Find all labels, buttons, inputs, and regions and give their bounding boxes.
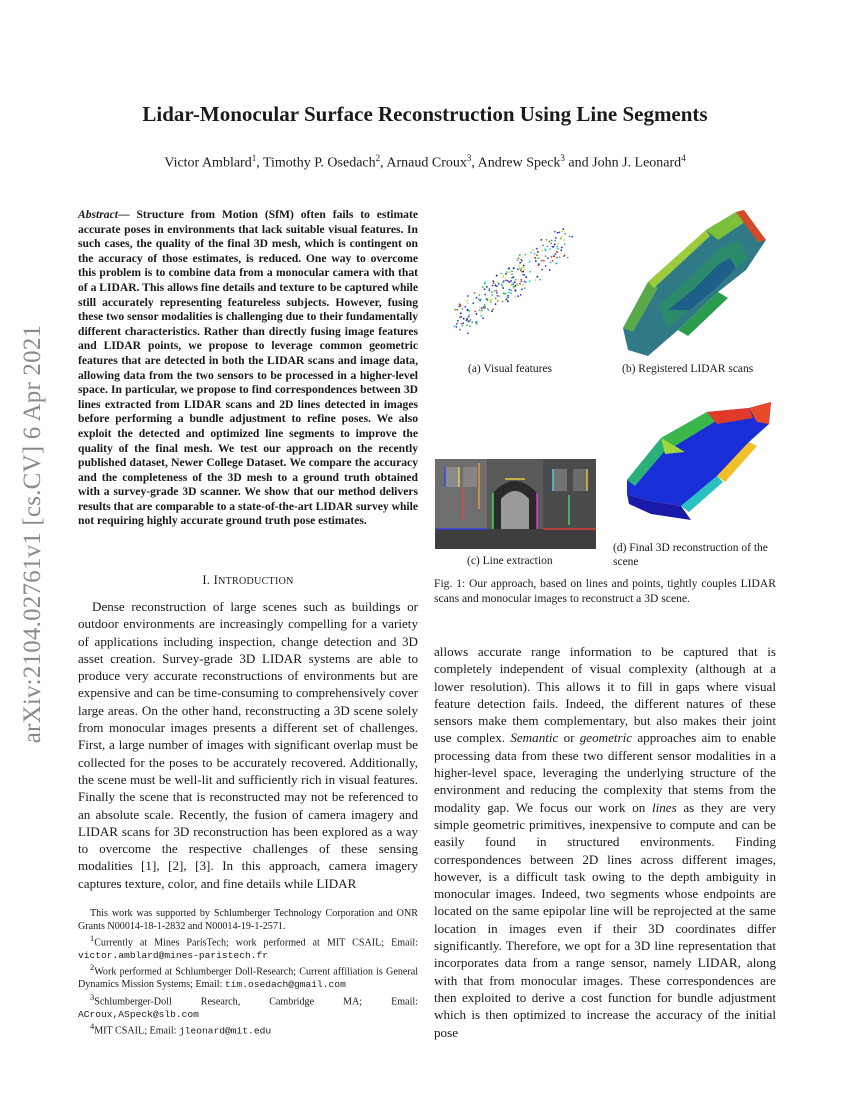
author-affil: 4 [681,153,686,163]
separator: , [256,155,263,171]
author-affil: 3 [466,153,472,163]
author-name: Andrew Speck [477,155,561,171]
section-title: NTRODUCTION [218,576,294,587]
author-affil: 2 [375,153,381,163]
footnote-text: Currently at Mines ParisTech; work performed at MIT CSAIL; Email: [94,937,418,949]
footnote-3 [78,992,418,1021]
text-run: as they are very simple geometric primitives, inexpensive to compute and can be easily found in structured environments. Finding correspondences between 2D lines across different images, however, is a difficult task owing to the depth ambiguity in monocular images. Indeed, two segments whose endpoints are located on the same epipolar line will be reprojected at the same location in images even if their 3D coordinates differ significantly. Therefore, we opt for a 3D line representation that incorporates data from a range sensor, namely LIDAR, along with that from monocular images. These correspondences are then exploited to derive a cost function for bundle adjustment which is then optimized to increase the accuracy of the initial pose [434,799,776,1040]
figure-lidar-scans [618,210,768,358]
abstract-text: Structure from Motion (SfM) often fails to estimate accurate poses in environments that lack suitable visual features. In such cases, the quality of the final 3D mesh, which is contingent on the accuracy of those estimates, is reduced. One way to overcome this problem is to combine data from a monocular camera with that of a LIDAR. This allows fine details and texture to be captured while still accurately representing featureless subjects. However, fusing these two sensor modalities is challenging due to their fundamentally different characteristics. Rather than directly fusing image features and LIDAR points, we propose to leverage common geometric features that are detected in both the LIDAR scans and image data, allowing data from the two sensors to be processed in a higher-level space. In particular, we propose to find correspondences between 3D lines extracted from LIDAR scans and 2D lines detected in images before performing a bundle adjustment to refine poses. We also exploit the detected and optimized line segments to improve the quality of the final mesh. We test our approach on the recently published dataset, Newer College Dataset. We compare the accuracy and the completeness of the 3D mesh to a ground truth obtained with a survey-grade 3D scanner. We show that our method delivers results that are comparable to a state-of-the-art LIDAR survey while not requiring highly accurate ground truth pose estimates. [78,208,418,528]
subcaption-d: (d) Final 3D reconstruction of the scene [613,542,768,568]
footnote-text: MIT CSAIL; Email: [94,1025,179,1037]
section-numeral: I. I [202,573,219,587]
text-run: approaches aim to enable processing data from these two different sensor modalities in a higher-level space, leveraging the underlying structure of the environment and reducing the complexity that stems from the modality gap. We focus our work on [434,730,776,815]
figure-visual-features [452,222,574,342]
right-column-text [434,643,776,1041]
author-affil: 3 [560,153,565,163]
footnote-mark: 1 [90,934,95,943]
subcaption-b: (b) Registered LIDAR scans [622,363,754,375]
footnotes [78,908,418,1038]
author-affil: 1 [251,153,257,163]
footnote-text: Work performed at Schlumberger Doll-Research; Current affiliation is General Dynamics Mission Systems; Email: [78,966,418,991]
author-name: Victor Amblard [164,155,252,171]
author-name: John J. Leonard [592,155,682,171]
footnote-2 [78,962,418,991]
subcaption-a: (a) Visual features [468,363,553,375]
intro-paragraph: Dense reconstruction of large scenes such as buildings or outdoor environments are increasingly compelling for a variety of applications including inspection, change detection and 3D asset creation. Survey-grade 3D LIDAR systems are able to produce very accurate reconstructions of environments but are expensive and can be time-consuming to comprehensively cover large areas. On the other hand, reconstructing a 3D scene solely from monocular images presents a different set of challenges. First, a large number of images with significant overlap must be collected for the poses to be accurately recovered. Additionally, the scene must be well-lit and sufficiently rich in visual features. Finally the scene that is reconstructed may not be referenced to an absolute scale. Recently, the fusion of camera imagery and LIDAR scans for 3D reconstruction has been explored as a way to overcome the respective challenges of these sensing modalities [1], [2], [3]. In this approach, camera imagery captures texture, color, and fine details while LIDAR [78,599,418,891]
section-heading [78,573,418,588]
paper-title: Lidar-Monocular Surface Reconstruction Using Line Segments [142,102,708,126]
author-name: Timothy P. Osedach [262,155,376,171]
abstract-dash: — [117,208,137,221]
text-run: allows accurate range information to be captured that is completely independent of visual complexity (although at a lower resolution). This allows it to fill in gaps where visual feature detection fails. Indeed, the different natures of these sensors make them complementary, but also makes their joint use complex. [434,644,776,746]
separator: , [471,155,478,171]
text-run: or [558,730,580,746]
figure-final-reconstruction [621,402,773,524]
author-name: Arnaud Croux [386,155,467,171]
emphasis: geometric [579,730,633,746]
footnote-1 [78,933,418,962]
arxiv-identifier: arXiv:2104.02761v1 [cs.CV] 6 Apr 2021 [19,324,46,744]
emphasis: Semantic [510,730,559,746]
footnote-mark: 4 [90,1022,95,1032]
footnote-text: Schlumberger-Doll Research, Cambridge MA; Email: [94,996,418,1008]
author-list [60,153,790,172]
abstract [78,208,418,529]
abstract-label: Abstract [78,208,118,221]
email-link[interactable]: victor.amblard@mines-paristech.fr [78,949,268,961]
emphasis: lines [651,799,677,815]
subcaption-c: (c) Line extraction [467,555,553,567]
funding-note: This work was supported by Schlumberger Technology Corporation and ONR Grants N00014-18-1-2832 and N00014-19-1-2571. [78,908,418,932]
email-link[interactable]: tim.osedach@gmail.com [224,979,346,991]
email-link[interactable]: ACroux,ASpeck@slb.com [78,1008,199,1020]
footnote-mark: 3 [90,992,95,1002]
separator: , [380,155,387,171]
separator: and [564,155,593,171]
footnote-mark: 2 [90,963,95,973]
figure-line-extraction [435,459,596,549]
footnote-4 [78,1021,418,1038]
figure-caption: Fig. 1: Our approach, based on lines and points, tightly couples LIDAR scans and monocular images to reconstruct a 3D scene. [434,577,776,605]
email-link[interactable]: jleonard@mit.edu [178,1025,272,1037]
